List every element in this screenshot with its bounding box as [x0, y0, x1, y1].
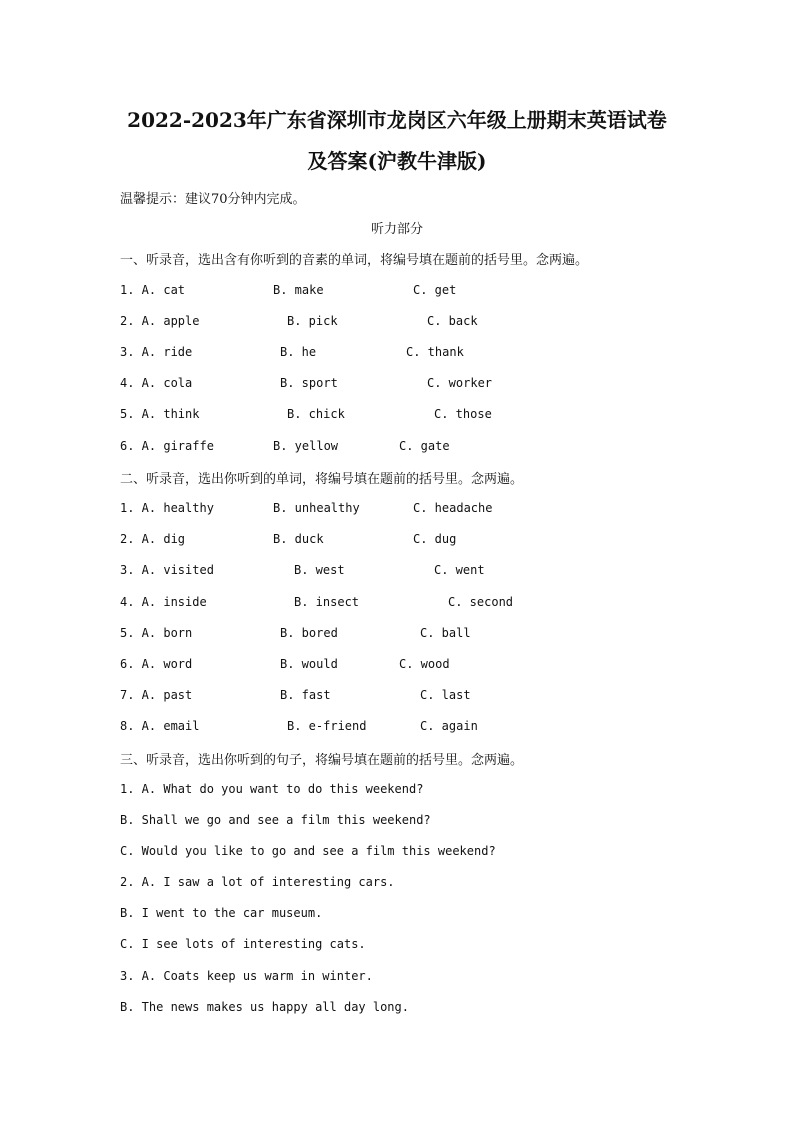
- option-b: B. unhealthy: [273, 501, 360, 515]
- option-c: C. again: [420, 719, 478, 733]
- option-b: B. would: [280, 657, 338, 671]
- option-b: B. pick: [287, 314, 338, 328]
- option-b: B. yellow: [273, 439, 339, 453]
- option-b: B. chick: [287, 407, 345, 421]
- option-a: 4. A. inside: [120, 595, 207, 609]
- option-b: B. bored: [280, 626, 338, 640]
- option-c: C. wood: [399, 657, 450, 671]
- sentence-option: B. Shall we go and see a film this weekend?: [120, 813, 431, 827]
- option-b: B. west: [294, 563, 345, 577]
- option-c: C. ball: [420, 626, 471, 640]
- option-b: B. make: [273, 283, 324, 297]
- option-c: C. thank: [406, 345, 464, 359]
- option-a: 8. A. email: [120, 719, 200, 733]
- part1-instruction: 一、听录音，选出含有你听到的音素的单词，将编号填在题前的括号里。念两遍。: [120, 253, 589, 268]
- option-b: B. duck: [273, 532, 324, 546]
- option-c: C. worker: [427, 376, 493, 390]
- option-a: 1. A. cat: [120, 283, 186, 297]
- section-heading: 听力部分: [370, 222, 423, 237]
- option-c: C. gate: [399, 439, 450, 453]
- option-a: 7. A. past: [120, 688, 193, 702]
- part3-instruction: 三、听录音，选出你听到的句子，将编号填在题前的括号里。念两遍。: [120, 753, 524, 768]
- sentence-option: B. The news makes us happy all day long.: [120, 1000, 409, 1014]
- exam-title-line2: 及答案(沪教牛津版): [307, 149, 487, 173]
- option-a: 6. A. giraffe: [120, 439, 214, 453]
- tip-text: 温馨提示：建议70分钟内完成。: [120, 192, 306, 207]
- option-c: C. dug: [413, 532, 457, 546]
- option-c: C. get: [413, 283, 457, 297]
- sentence-option: C. I see lots of interesting cats.: [120, 937, 366, 951]
- sentence-option: 2. A. I saw a lot of interesting cars.: [120, 875, 395, 889]
- option-c: C. headache: [413, 501, 493, 515]
- option-c: C. last: [420, 688, 471, 702]
- exam-title-line1: 2022-2023年广东省深圳市龙岗区六年级上册期末英语试卷: [127, 108, 667, 132]
- option-c: C. those: [434, 407, 492, 421]
- option-c: C. back: [427, 314, 478, 328]
- option-b: B. fast: [280, 688, 331, 702]
- option-a: 2. A. dig: [120, 532, 186, 546]
- sentence-option: 3. A. Coats keep us warm in winter.: [120, 969, 373, 983]
- part2-instruction: 二、听录音，选出你听到的单词，将编号填在题前的括号里。念两遍。: [120, 472, 524, 487]
- option-a: 6. A. word: [120, 657, 193, 671]
- sentence-option: C. Would you like to go and see a film this weekend?: [120, 844, 496, 858]
- sentence-option: 1. A. What do you want to do this weekend?: [120, 782, 424, 796]
- option-c: C. went: [434, 563, 485, 577]
- option-a: 5. A. born: [120, 626, 193, 640]
- option-a: 3. A. visited: [120, 563, 214, 577]
- option-a: 2. A. apple: [120, 314, 200, 328]
- option-c: C. second: [448, 595, 514, 609]
- option-a: 3. A. ride: [120, 345, 193, 359]
- option-b: B. e-friend: [287, 719, 367, 733]
- option-a: 4. A. cola: [120, 376, 193, 390]
- option-a: 5. A. think: [120, 407, 200, 421]
- option-b: B. sport: [280, 376, 338, 390]
- option-b: B. he: [280, 345, 317, 359]
- sentence-option: B. I went to the car museum.: [120, 906, 323, 920]
- option-a: 1. A. healthy: [120, 501, 214, 515]
- option-b: B. insect: [294, 595, 360, 609]
